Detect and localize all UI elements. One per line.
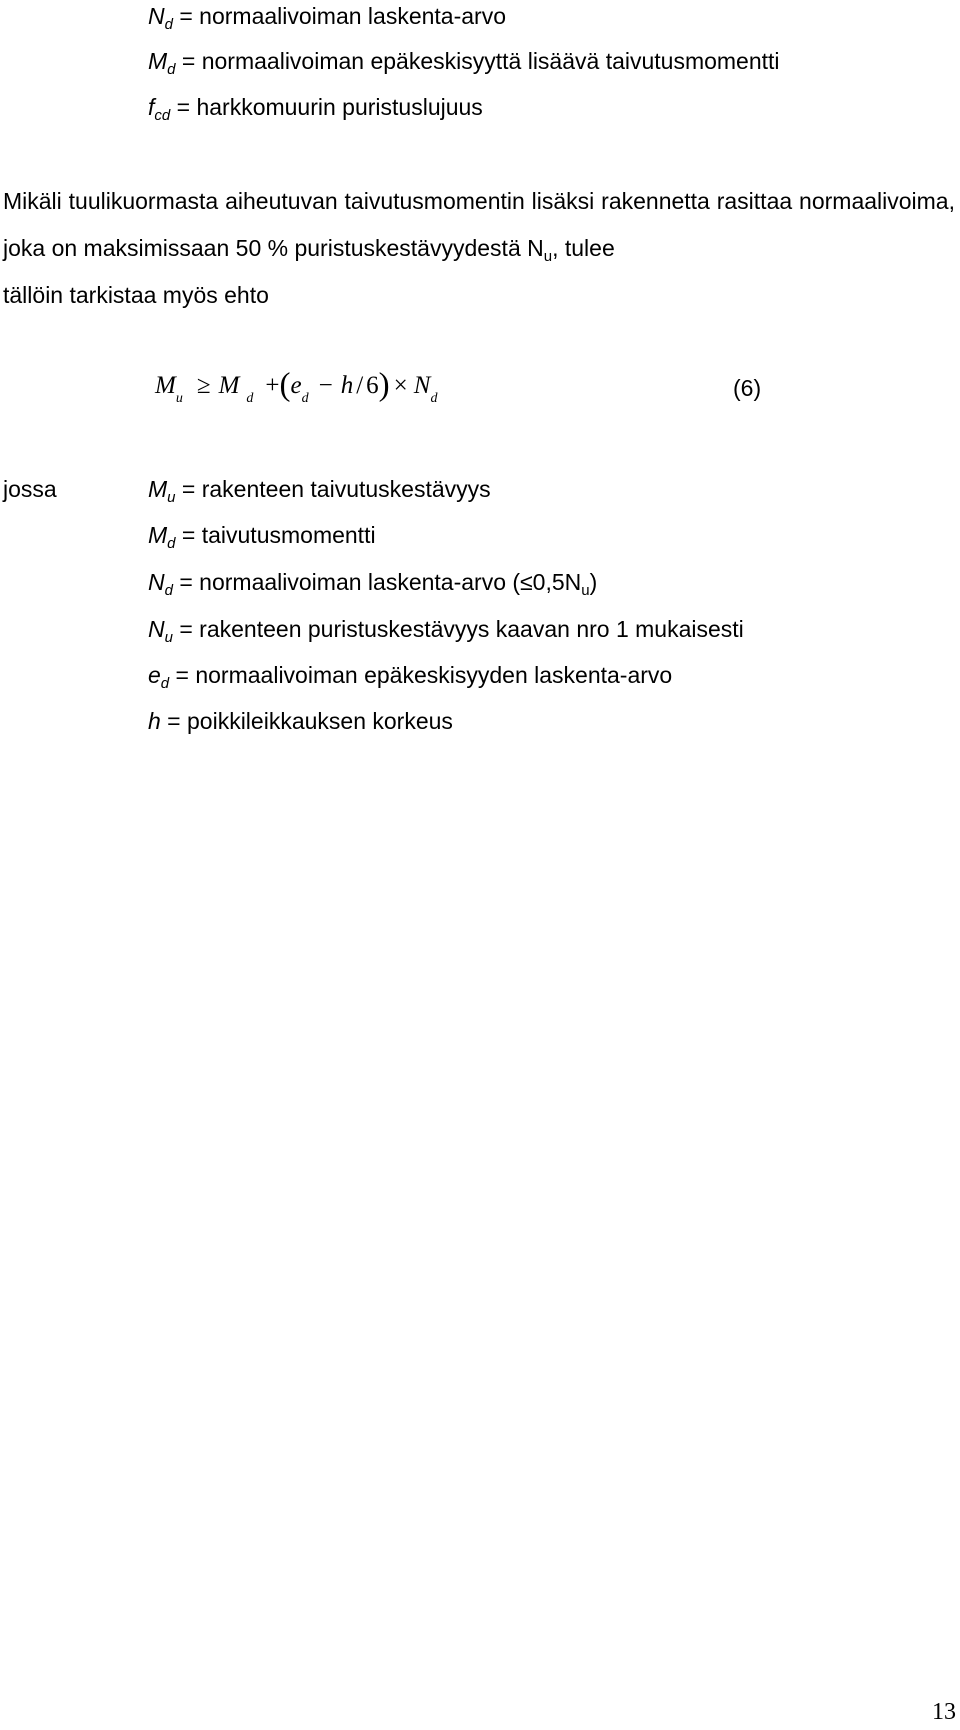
- top-definition-md: [148, 46, 780, 76]
- definition-text: = rakenteen taivutuskestävyys: [175, 476, 491, 502]
- eq-symbol-h: h: [340, 372, 354, 399]
- symbol: M: [148, 48, 168, 74]
- equation: [155, 367, 438, 406]
- equation-number: (6): [733, 375, 762, 401]
- eq-plus: +: [265, 372, 280, 399]
- symbol: N: [148, 616, 165, 642]
- eq-times: ×: [393, 372, 408, 399]
- paragraph-text: Mikäli tuulikuormasta aiheutuvan taivutusmomentin lisäksi rakennetta rasittaa normaalivoima, joka on maksimissaan 50 % puristuskestävyydestä N: [3, 188, 955, 261]
- symbol: h: [148, 708, 161, 734]
- eq-symbol-M: M: [155, 372, 176, 399]
- definition-mu: [148, 474, 491, 504]
- eq-subscript: d: [430, 391, 438, 406]
- symbol-subscript: d: [160, 675, 170, 692]
- definition-text: = poikkileikkauksen korkeus: [160, 708, 453, 734]
- definition-text: = taivutusmomentti: [175, 522, 376, 548]
- eq-geq: ≥: [196, 372, 211, 399]
- eq-symbol-M: M: [218, 372, 240, 399]
- eq-minus: −: [318, 372, 333, 399]
- symbol: e: [148, 662, 161, 688]
- symbol-subscript: d: [167, 535, 176, 552]
- eq-slash: /: [356, 372, 364, 399]
- definition-text: = normaalivoiman epäkeskisyyttä lisäävä taivutusmomentti: [175, 48, 780, 74]
- definition-tail: ): [589, 569, 598, 595]
- symbol-subscript: d: [164, 582, 173, 599]
- symbol: f: [148, 94, 155, 120]
- where-label: jossa: [3, 476, 57, 502]
- definition-text: = harkkomuurin puristuslujuus: [170, 94, 483, 120]
- body-paragraph: [3, 178, 955, 272]
- definition-ed: [148, 660, 672, 690]
- symbol-subscript: u: [164, 629, 173, 646]
- eq-subscript: u: [175, 391, 183, 406]
- symbol: N: [148, 3, 165, 29]
- definition-text: = normaalivoiman epäkeskisyyden laskenta-arvo: [169, 662, 673, 688]
- definition-nu: [148, 614, 744, 644]
- paragraph-subscript: u: [543, 248, 553, 265]
- definition-text: = normaalivoiman laskenta-arvo (≤0,5N: [172, 569, 582, 595]
- eq-left-paren: (: [279, 367, 291, 403]
- eq-subscript: d: [301, 391, 309, 406]
- page-number: 13: [932, 1699, 956, 1725]
- symbol-subscript: d: [167, 61, 176, 78]
- eq-symbol-e: e: [290, 372, 302, 399]
- symbol-subscript: d: [164, 16, 173, 33]
- top-definition-nd: [148, 1, 506, 31]
- definition-h: [148, 706, 453, 736]
- definition-nd: [148, 567, 597, 597]
- eq-symbol-N: N: [413, 372, 431, 399]
- definition-text: = normaalivoiman laskenta-arvo: [172, 3, 506, 29]
- eq-right-paren: ): [378, 367, 390, 403]
- definition-tail-subscript: u: [581, 582, 590, 599]
- body-paragraph-last-line: tällöin tarkistaa myös ehto: [3, 282, 269, 308]
- symbol: M: [148, 522, 168, 548]
- paragraph-text-continued: , tulee: [552, 235, 615, 261]
- symbol: N: [148, 569, 165, 595]
- eq-number-6: 6: [366, 372, 379, 399]
- top-definition-fcd: [148, 92, 483, 122]
- symbol-subscript: u: [167, 489, 176, 506]
- eq-subscript: d: [246, 391, 254, 406]
- symbol: M: [148, 476, 168, 502]
- definition-md: [148, 520, 376, 550]
- symbol-subscript: cd: [154, 107, 171, 124]
- definition-text: = rakenteen puristuskestävyys kaavan nro 1 mukaisesti: [172, 616, 744, 642]
